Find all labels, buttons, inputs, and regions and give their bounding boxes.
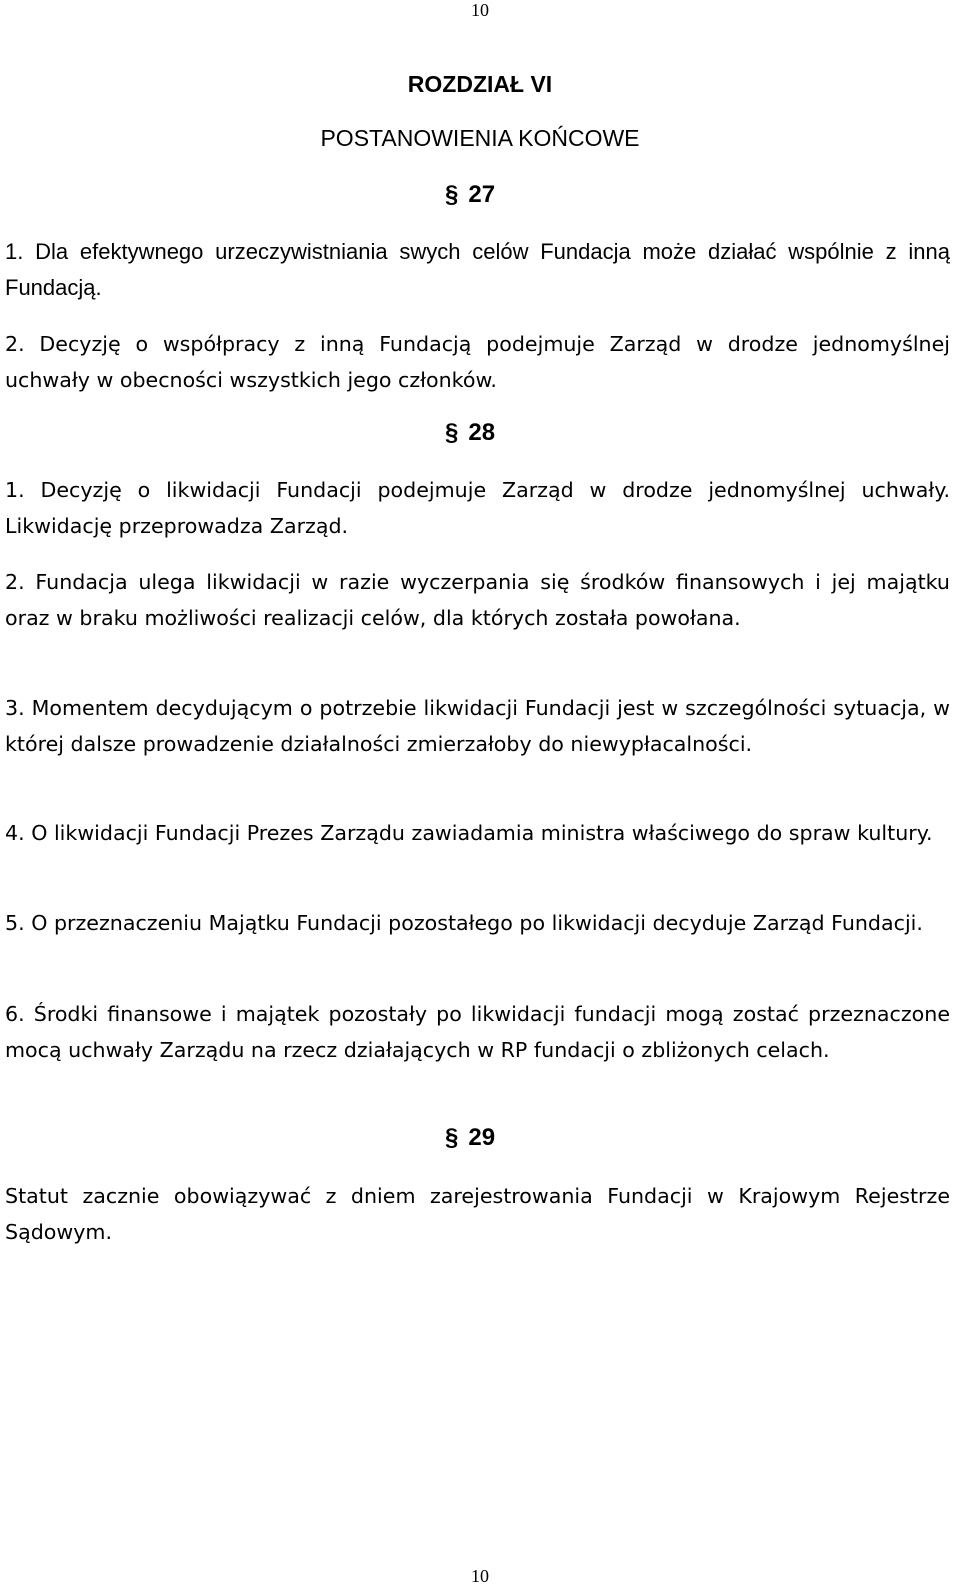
section-heading-27 [445,180,495,210]
chapter-title: ROZDZIAŁ VI [407,71,553,97]
section-heading-29 [445,1123,495,1153]
paragraph-28-3: 3. Momentem decydującym o potrzebie likwidacji Fundacji jest w szczególności sytuacja, w której dalsze prowadzenie działalności zmierzałoby do niewypłacalności. [5,696,950,756]
paragraph-28-6: 6. Środki finansowe i majątek pozostały po likwidacji fundacji mogą zostać przeznaczone mocą uchwały Zarządu na rzecz działających w RP fundacji o zbliżonych celach. [5,1002,950,1062]
paragraph-29-1: Statut zacznie obowiązywać z dniem zarejestrowania Fundacji w Krajowym Rejestrze Sądowym. [5,1184,950,1244]
paragraph-27-2: 2. Decyzję o współpracy z inną Fundacją podejmuje Zarząd w drodze jednomyślnej uchwały w obecności wszystkich jego członków. [5,332,950,392]
paragraph-28-4: 4. O likwidacji Fundacji Prezes Zarządu zawiadamia ministra właściwego do spraw kultury. [5,821,933,845]
page-number-bottom: 10 [471,1566,489,1586]
section-number: 28 [468,419,496,446]
page-number-top: 10 [471,0,489,20]
paragraph-28-1: 1. Decyzję o likwidacji Fundacji podejmuje Zarząd w drodze jednomyślnej uchwały. Likwidację przeprowadza Zarząd. [5,478,950,538]
section-number: 27 [468,181,496,208]
section-sign: § [445,1124,459,1151]
section-heading-28 [445,418,495,448]
paragraph-28-5: 5. O przeznaczeniu Majątku Fundacji pozostałego po likwidacji decyduje Zarząd Fundacji. [5,911,923,935]
paragraph-27-1: 1. Dla efektywnego urzeczywistniania swych celów Fundacja może działać wspólnie z inną Fundacją. [5,239,950,300]
chapter-subtitle: POSTANOWIENIA KOŃCOWE [320,125,640,151]
section-sign: § [445,181,459,208]
section-number: 29 [468,1124,496,1151]
section-sign: § [445,419,459,446]
paragraph-28-2: 2. Fundacja ulega likwidacji w razie wyczerpania się środków finansowych i jej majątku oraz w braku możliwości realizacji celów, dla których została powołana. [5,570,950,630]
